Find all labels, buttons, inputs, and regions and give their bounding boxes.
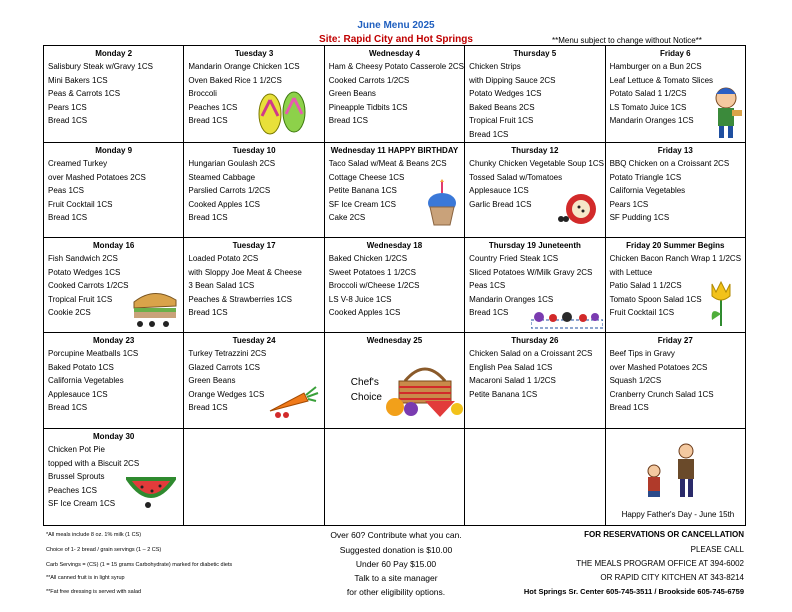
site-name: Site: Rapid City and Hot Springs	[319, 34, 473, 45]
menu-item: BBQ Chicken on a Croissant 2CS	[609, 159, 730, 168]
menu-item: with Dipping Sauce 2CS	[469, 75, 556, 85]
day-cell	[44, 333, 184, 429]
menu-item: LS Tomato Juice 1CS	[609, 102, 687, 112]
day-header: Monday 30	[93, 432, 135, 441]
menu-item: Macaroni Salad 1 1/2CS	[469, 376, 556, 385]
menu-item: with Sloppy Joe Meat & Cheese	[188, 267, 302, 277]
footnote: **All canned fruit is in light syrup	[46, 575, 125, 581]
menu-item: Brussel Sprouts	[48, 472, 105, 481]
menu-item: Applesauce 1CS	[48, 389, 108, 399]
picnic-ants-icon	[531, 310, 603, 330]
menu-item: over Mashed Potatoes 2CS	[48, 172, 146, 182]
day-header: Thursday 12	[511, 146, 559, 155]
day-cell	[44, 143, 184, 238]
day-cell	[324, 46, 464, 143]
menu-item: Tropical Fruit 1CS	[48, 294, 113, 304]
fathers-day-note: Happy Father's Day - June 15th	[621, 510, 735, 519]
day-cell	[465, 46, 605, 143]
day-header	[465, 429, 604, 443]
menu-item: Tropical Fruit 1CS	[469, 116, 534, 125]
flip-flops-icon	[254, 86, 310, 138]
chefs-choice-note	[351, 375, 382, 405]
menu-item: English Pea Salad 1CS	[469, 362, 553, 372]
day-cell	[184, 238, 324, 333]
donation-info: Under 60 Pay $15.00	[355, 559, 437, 569]
menu-item: SF Ice Cream 1CS	[328, 199, 396, 209]
menu-item: Fruit Cocktail 1CS	[609, 308, 675, 317]
menu-item: California Vegetables	[609, 186, 686, 195]
menu-item: Porcupine Meatballs 1CS	[48, 349, 139, 358]
menu-item: Peaches & Strawberries 1CS	[188, 294, 292, 304]
menu-item: LS V-8 Juice 1CS	[328, 294, 392, 304]
menu-item: Turkey Tetrazzini 2CS	[188, 349, 267, 358]
day-header: Wednesday 25	[366, 336, 423, 345]
menu-item: Tomato Spoon Salad 1CS	[609, 294, 702, 304]
menu-item: Oven Baked Rice 1 1/2CS	[188, 75, 282, 85]
menu-item: Cottage Cheese 1CS	[328, 172, 405, 182]
menu-title: June Menu 2025	[357, 20, 435, 31]
day-header	[325, 429, 464, 443]
day-header: Friday 20 Summer Begins	[626, 241, 725, 250]
menu-item: Potato Wedges 1CS	[48, 267, 121, 277]
menu-item: Patio Salad 1 1/2CS	[609, 281, 682, 290]
menu-item: Applesauce 1CS	[469, 186, 529, 195]
menu-item: Petite Banana 1CS	[328, 186, 397, 195]
menu-item: Chunky Chicken Vegetable Soup 1CS	[469, 159, 604, 168]
menu-item: Cooked Carrots 1/2CS	[328, 75, 410, 85]
day-cell	[605, 429, 745, 526]
menu-item: Peas 1CS	[469, 281, 506, 290]
menu-item: Country Fried Steak 1CS	[469, 254, 559, 263]
menu-item: over Mashed Potatoes 2CS	[609, 362, 708, 372]
menu-item: Cooked Carrots 1/2CS	[48, 281, 129, 290]
menu-item: Ham & Cheesy Potato Casserole 2CS	[328, 62, 464, 71]
menu-item: Peas & Carrots 1CS	[48, 89, 121, 98]
father-child-icon	[634, 443, 714, 499]
menu-item: Sweet Potatoes 1 1/2CS	[328, 267, 416, 277]
menu-item: Fish Sandwich 2CS	[48, 254, 118, 263]
menu-item: Loaded Potato 2CS	[188, 254, 259, 263]
menu-item: Pears 1CS	[609, 199, 649, 209]
day-cell	[605, 143, 745, 238]
menu-item: Bread 1CS	[469, 129, 509, 139]
menu-item: Glazed Carrots 1CS	[188, 362, 260, 372]
menu-item: Fruit Cocktail 1CS	[48, 199, 113, 209]
menu-item: Baked Chicken 1/2CS	[328, 254, 408, 263]
menu-item: Sliced Potatoes W/Milk Gravy 2CS	[469, 267, 593, 277]
menu-item: Bread 1CS	[188, 403, 228, 412]
menu-item: Parslied Carrots 1/2CS	[188, 186, 271, 195]
menu-item: Bread 1CS	[48, 403, 88, 412]
day-cell	[184, 46, 324, 143]
day-cell	[324, 333, 464, 429]
menu-item: Garlic Bread 1CS	[469, 199, 532, 209]
day-header	[606, 429, 745, 443]
picnic-basket-icon	[385, 361, 465, 417]
menu-item: Beef Tips in Gravy	[609, 349, 675, 358]
menu-item: Bread 1CS	[188, 116, 228, 125]
day-cell	[44, 429, 184, 526]
footnote: Carb Servings = (CS) (1 = 15 grams Carbohydrate) marked for diabetic diets	[46, 562, 233, 568]
menu-item: Potato Salad 1 1/2CS	[609, 89, 687, 98]
menu-item: Bread 1CS	[48, 116, 88, 125]
day-header: Wednesday 18	[366, 241, 423, 250]
watermelon-ant-icon	[126, 469, 176, 509]
day-header: Monday 23	[93, 336, 135, 345]
reservation-heading: FOR RESERVATIONS OR CANCELLATION	[584, 530, 744, 539]
reservation-info: OR RAPID CITY KITCHEN AT 343-8214	[600, 573, 744, 582]
menu-item: Creamed Turkey	[48, 159, 108, 168]
menu-item: Bread 1CS	[48, 213, 88, 222]
day-header: Monday 9	[95, 146, 133, 155]
menu-item: Potato Triangle 1CS	[609, 172, 682, 182]
day-header: Monday 16	[93, 241, 135, 250]
tulip-icon	[706, 280, 736, 328]
menu-item: Chicken Bacon Ranch Wrap 1 1/2CS	[609, 254, 742, 263]
day-header: Thursday 26	[511, 336, 559, 345]
donation-info: for other eligibility options.	[346, 587, 446, 597]
menu-item: SF Pudding 1CS	[609, 213, 670, 222]
menu-calendar	[43, 45, 746, 526]
day-header: Tuesday 3	[234, 49, 274, 58]
day-header: Wednesday 4	[368, 49, 420, 58]
menu-item: Peaches 1CS	[188, 102, 238, 112]
reservation-info: THE MEALS PROGRAM OFFICE AT 394-6002	[576, 559, 744, 568]
day-cell	[324, 429, 464, 526]
menu-item: Chicken Strips	[469, 62, 521, 71]
menu-item: Bread 1CS	[609, 403, 649, 412]
day-header	[184, 429, 323, 443]
day-cell	[465, 333, 605, 429]
menu-item: Cooked Apples 1CS	[188, 199, 260, 209]
day-header: Tuesday 10	[232, 146, 276, 155]
menu-item: Hamburger on a Bun 2CS	[609, 62, 702, 71]
menu-item: Pineapple Tidbits 1CS	[328, 102, 408, 112]
carrot-ant-icon	[264, 385, 320, 419]
menu-item: Baked Beans 2CS	[469, 102, 535, 112]
day-header: Friday 6	[659, 49, 691, 58]
menu-item: Cranberry Crunch Salad 1CS	[609, 389, 714, 399]
menu-item: Bread 1CS	[188, 213, 228, 222]
day-cell	[465, 238, 605, 333]
day-cell	[184, 143, 324, 238]
footnote: *All meals include 8 oz. 1% milk (1 CS)	[46, 532, 142, 538]
menu-item: Cookie 2CS	[48, 308, 91, 317]
chefs-choice-line: Chef's	[350, 377, 379, 388]
menu-item: Orange Wedges 1CS	[188, 389, 265, 399]
day-cell	[324, 143, 464, 238]
day-header: Friday 13	[657, 146, 693, 155]
day-header: Tuesday 24	[232, 336, 276, 345]
donation-info: Suggested donation is $10.00	[339, 545, 453, 555]
menu-item: 3 Bean Salad 1CS	[188, 281, 255, 290]
day-header: Thursday 5	[513, 49, 557, 58]
phone-numbers: Hot Springs Sr. Center 605-745-3511 / Brookside 605-745-6759	[523, 587, 744, 596]
day-cell	[44, 46, 184, 143]
menu-item: with Lettuce	[609, 267, 653, 277]
day-cell	[44, 238, 184, 333]
menu-item: Potato Wedges 1CS	[469, 89, 542, 98]
menu-item: Tossed Salad w/Tomatoes	[469, 172, 563, 182]
menu-item: Taco Salad w/Meat & Beans 2CS	[328, 159, 447, 168]
donation-info: Talk to a site manager	[354, 573, 438, 583]
menu-item: Green Beans	[328, 89, 376, 98]
menu-item: Broccoli	[188, 89, 217, 98]
day-cell	[324, 238, 464, 333]
menu-item: Mandarin Oranges 1CS	[609, 116, 694, 125]
reservation-info: PLEASE CALL	[690, 545, 744, 554]
menu-item: Petite Banana 1CS	[469, 389, 538, 399]
menu-item: Leaf Lettuce & Tomato Slices	[609, 75, 714, 85]
footnote: Choice of 1- 2 bread / grain servings (1 – 2 CS)	[46, 547, 162, 553]
menu-item: Hungarian Goulash 2CS	[188, 159, 276, 168]
menu-item: Baked Potato 1CS	[48, 362, 114, 372]
donation-info: Over 60? Contribute what you can.	[330, 530, 462, 540]
menu-item: Bread 1CS	[188, 308, 228, 317]
menu-item: Bread 1CS	[328, 116, 368, 125]
menu-item: Mini Bakers 1CS	[48, 75, 108, 85]
menu-item: Chicken Salad on a Croissant 2CS	[469, 349, 593, 358]
menu-item: Cooked Apples 1CS	[328, 308, 401, 317]
boy-eating-icon	[710, 84, 744, 142]
day-cell	[465, 429, 605, 526]
day-cell	[184, 429, 324, 526]
menu-item: Salisbury Steak w/Gravy 1CS	[48, 62, 153, 71]
menu-item: Broccoli w/Cheese 1/2CS	[328, 281, 420, 290]
menu-item: Mandarin Orange Chicken 1CS	[188, 62, 300, 71]
menu-item: California Vegetables	[48, 376, 124, 385]
sandwich-ants-icon	[130, 286, 180, 328]
menu-item: Pears 1CS	[48, 102, 87, 112]
menu-item: Bread 1CS	[469, 308, 509, 317]
menu-item: Cake 2CS	[328, 213, 366, 222]
menu-item: Green Beans	[188, 376, 236, 385]
change-notice: **Menu subject to change without Notice**	[552, 36, 702, 45]
menu-item: Steamed Cabbage	[188, 172, 256, 182]
day-header: Tuesday 17	[232, 241, 276, 250]
day-cell	[605, 333, 745, 429]
day-cell	[605, 46, 745, 143]
day-header: Monday 2	[95, 49, 133, 58]
menu-item: Peaches 1CS	[48, 485, 97, 495]
menu-item: Squash 1/2CS	[609, 376, 662, 385]
day-cell	[465, 143, 605, 238]
day-header: Thursday 19 Juneteenth	[488, 241, 581, 250]
chefs-choice-line: Choice	[350, 392, 382, 403]
menu-item: Peas 1CS	[48, 186, 85, 195]
day-cell	[605, 238, 745, 333]
apple-ant-icon	[555, 189, 601, 229]
menu-item: Chicken Pot Pie	[48, 445, 105, 454]
day-cell	[184, 333, 324, 429]
menu-item: topped with a Biscuit 2CS	[48, 458, 140, 468]
footnote: **Fat free dressing is served with salad	[46, 589, 142, 595]
menu-item: Mandarin Oranges 1CS	[469, 294, 554, 304]
day-header: Friday 27	[657, 336, 693, 345]
day-header: Wednesday 11 HAPPY BIRTHDAY	[330, 146, 459, 155]
menu-item: SF Ice Cream 1CS	[48, 499, 116, 508]
cupcake-icon	[425, 179, 459, 229]
